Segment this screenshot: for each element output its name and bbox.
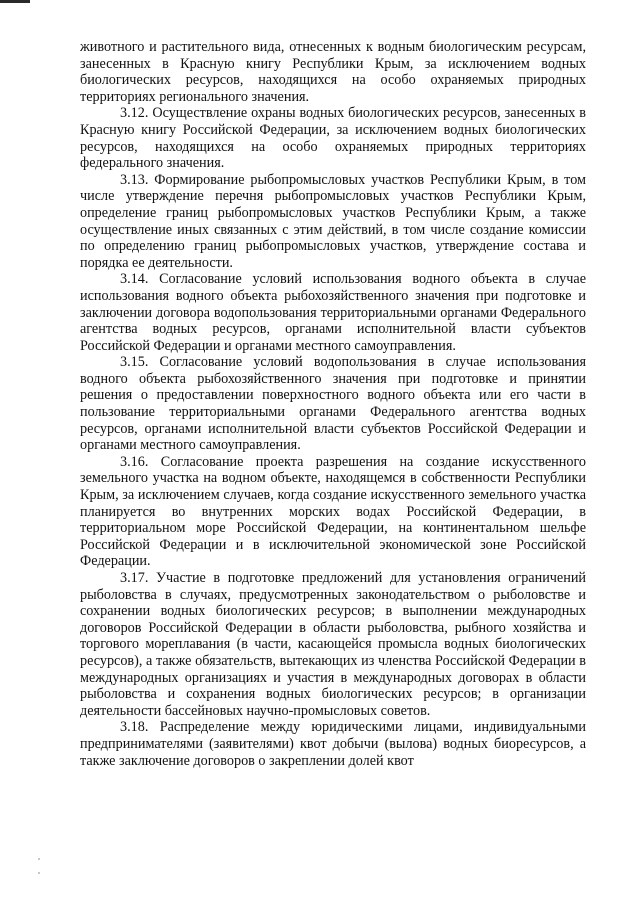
paragraph-3-12 bbox=[80, 105, 586, 171]
clause-number: 3.13. bbox=[120, 171, 149, 188]
clause-number: 3.17. bbox=[120, 570, 149, 586]
clause-number: 3.16. bbox=[120, 453, 149, 470]
document-body bbox=[80, 39, 586, 769]
scan-speck bbox=[38, 858, 40, 860]
scan-edge-mark bbox=[0, 0, 30, 3]
clause-number: 3.14. bbox=[120, 271, 149, 288]
paragraph-3-16 bbox=[80, 454, 586, 570]
paragraph-text: Осуществление охраны водных биологических ресурсов, занесенных в Красную книгу Российской Федерации, за исключением водных биологических ресурсов, находящихся на особо охраняемых природных территориях федерального значения. bbox=[80, 105, 587, 172]
scan-speck bbox=[38, 872, 40, 874]
paragraph-text: Формирование рыбопромысловых участков Республики Крым, в том числе утверждение перечня рыбопромысловых участков Республики Крым, определение границ рыбопромысловых участков Республики Крым, а также осуществление иных связанных с этим действий, в том числе создание комиссии по определению границ рыбопромысловых участков, утверждение состава и порядка ее деятельности. bbox=[80, 171, 586, 271]
paragraph-text: Участие в подготовке предложений для установления ограничений рыболовства в случаях, предусмотренных законодательством о рыболовстве и сохранении водных биологических ресурсов; в выполнении международных договоров Российской Федерации в области рыболовства, рыбного хозяйства и торгового мореплавания (в части, касающейся промысла водных биологических ресурсов), а также обязательств, вытекающих из членства Российской Федерации в международных организациях и участия в международных договорах в области рыболовства и сохранения водных биологических ресурсов; в организации деятельности бассейновых научно-промысловых советов. bbox=[80, 570, 586, 719]
clause-number: 3.18. bbox=[120, 719, 149, 736]
clause-number: 3.15. bbox=[120, 354, 149, 371]
paragraph-3-18 bbox=[80, 719, 586, 769]
paragraph-text: Согласование проекта разрешения на создание искусственного земельного участка на водном объекте, находящемся в собственности Республики Крым, за исключением случаев, когда создание искусственного земельного участка планируется во внутренних морских водах Российской Федерации, в территориальном море Российской Федерации, на континентальном шельфе Российской Федерации и в исключительной экономической зоне Российской Федерации. bbox=[80, 453, 586, 570]
paragraph-continuation bbox=[80, 39, 586, 105]
paragraph-3-13 bbox=[80, 172, 586, 272]
paragraph-text: Распределение между юридическими лицами, индивидуальными предпринимателями (заявителями) квот добычи (вылова) водных биоресурсов, а также заключение договоров о закреплении долей квот bbox=[80, 719, 587, 769]
paragraph-3-14 bbox=[80, 271, 586, 354]
clause-number: 3.12. bbox=[120, 105, 149, 122]
paragraph-text: животного и растительного вида, отнесенных к водным биологическим ресурсам, занесенных в Красную книгу Республики Крым, за исключением водных биологических ресурсов, находящихся на особо охраняемых природных территориях регионального значения. bbox=[80, 39, 586, 105]
paragraph-3-15 bbox=[80, 354, 586, 454]
paragraph-text: Согласование условий использования водного объекта в случае использования водного объекта рыбохозяйственного значения при подготовке и заключении договора водопользования территориальными органами Федерального агентства водных ресурсов, органами исполнительной власти субъектов Российской Федерации и органами местного самоуправления. bbox=[80, 271, 587, 354]
paragraph-text: Согласование условий водопользования в случае использования водного объекта рыбохозяйственного значения при подготовке и принятии решения о предоставлении поверхностного водного объекта или его части в пользование территориальными органами Федерального агентства водных ресурсов, органами исполнительной власти субъектов Российской Федерации и органами местного самоуправления. bbox=[80, 354, 587, 454]
paragraph-3-17 bbox=[80, 570, 586, 719]
